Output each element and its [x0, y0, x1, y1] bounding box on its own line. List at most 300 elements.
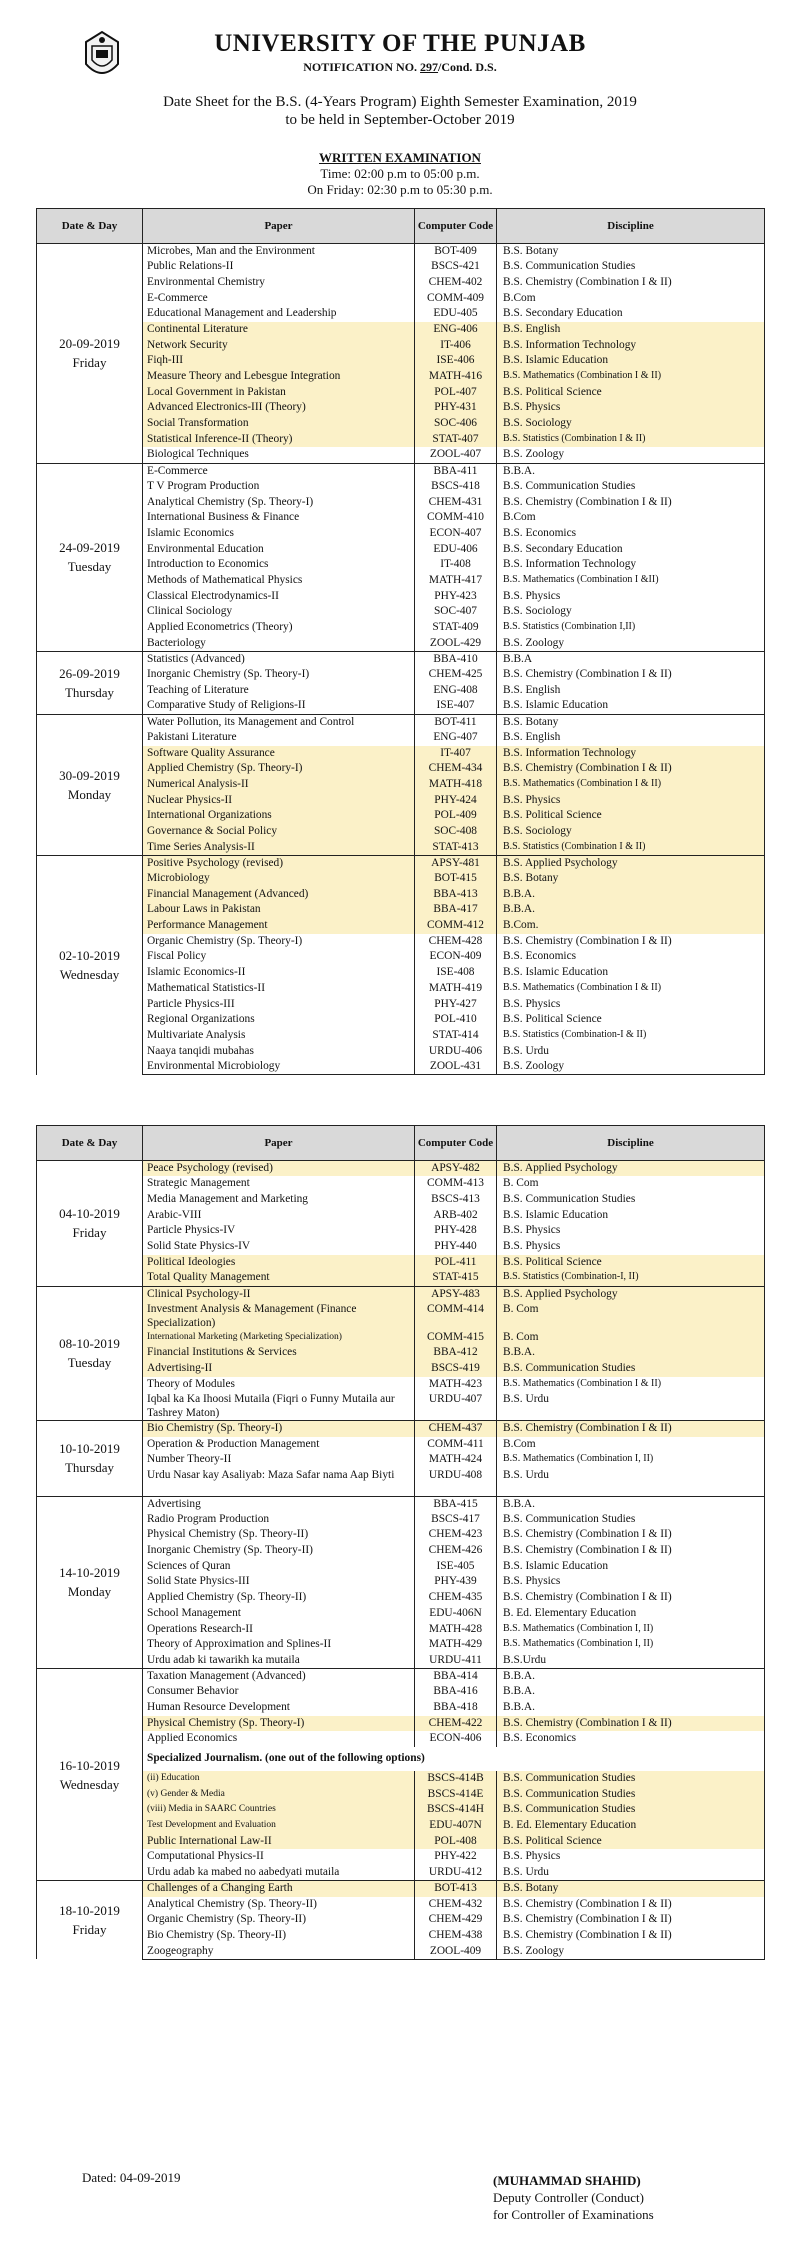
table-row: [37, 840, 765, 856]
discipline-cell: B.S. Physics: [497, 997, 765, 1013]
discipline-cell: B.S. Sociology: [497, 824, 765, 840]
header-row: [37, 209, 765, 244]
table-row: [37, 902, 765, 918]
column-header: Computer Code: [415, 1126, 497, 1161]
paper-cell: Network Security: [143, 338, 415, 354]
table-row: [37, 1192, 765, 1208]
table-row: [37, 1161, 765, 1177]
table-row: [37, 997, 765, 1013]
table-row: [37, 1559, 765, 1575]
discipline-cell: B.S. Islamic Education: [497, 353, 765, 369]
signatory-title: Deputy Controller (Conduct): [493, 2190, 644, 2205]
paper-cell: Public Relations-II: [143, 259, 415, 275]
table-row: [37, 1944, 765, 1960]
signature-block: [493, 2172, 654, 2223]
paper-cell: Environmental Chemistry: [143, 275, 415, 291]
discipline-cell: B.B.A.: [497, 887, 765, 903]
paper-cell: Applied Econometrics (Theory): [143, 620, 415, 636]
paper-cell: (v) Gender & Media: [143, 1787, 415, 1803]
header-row: [37, 1126, 765, 1161]
code-cell: EDU-405: [415, 306, 497, 322]
table-row: [37, 871, 765, 887]
subtitle-line-1: Date Sheet for the B.S. (4-Years Program) Eighth Semester Examination, 2019: [163, 94, 637, 110]
table-row: [37, 573, 765, 589]
exam-day: Friday: [72, 355, 107, 371]
paper-cell: Applied Chemistry (Sp. Theory-II): [143, 1590, 415, 1606]
discipline-cell: B.S. Sociology: [497, 416, 765, 432]
discipline-cell: B.S. Applied Psychology: [497, 855, 765, 871]
table-row: [37, 1543, 765, 1559]
paper-cell: Bio Chemistry (Sp. Theory-II): [143, 1928, 415, 1944]
code-cell: POL-408: [415, 1834, 497, 1850]
column-header: Discipline: [497, 1126, 765, 1161]
paper-cell: Numerical Analysis-II: [143, 777, 415, 793]
code-cell: CHEM-426: [415, 1543, 497, 1559]
date-day-cell: [37, 1669, 143, 1881]
discipline-cell: B.S. Islamic Education: [497, 1208, 765, 1224]
paper-cell: T V Program Production: [143, 479, 415, 495]
code-cell: CHEM-423: [415, 1527, 497, 1543]
exam-day: Thursday: [64, 684, 115, 700]
date-sheet-table-1: [36, 208, 765, 1075]
discipline-cell: B.S. Mathematics (Combination I & II): [497, 369, 765, 385]
code-cell: BOT-409: [415, 244, 497, 260]
paper-cell: Analytical Chemistry (Sp. Theory-I): [143, 495, 415, 511]
table-row: [37, 1834, 765, 1850]
paper-cell: Islamic Economics-II: [143, 965, 415, 981]
paper-cell: Urdu Nasar kay Asaliyab: Maza Safar nama Aap Biyti: [143, 1468, 415, 1496]
discipline-cell: B.S. Chemistry (Combination I & II): [497, 1527, 765, 1543]
code-cell: STAT-407: [415, 432, 497, 448]
discipline-cell: B.S. Urdu: [497, 1392, 765, 1421]
written-exam-heading: WRITTEN EXAMINATION: [319, 150, 481, 165]
code-cell: ENG-406: [415, 322, 497, 338]
code-cell: MATH-416: [415, 369, 497, 385]
table-row: [37, 306, 765, 322]
paper-cell: Advertising: [143, 1496, 415, 1512]
table-row: [37, 1255, 765, 1271]
code-cell: EDU-407N: [415, 1818, 497, 1834]
discipline-cell: B.B.A.: [497, 1684, 765, 1700]
discipline-cell: B.S. Mathematics (Combination I, II): [497, 1637, 765, 1653]
discipline-cell: B.S. Physics: [497, 793, 765, 809]
exam-day: Monday: [67, 786, 112, 802]
paper-cell: Mathematical Statistics-II: [143, 981, 415, 997]
table-row: [37, 1223, 765, 1239]
code-cell: APSY-483: [415, 1286, 497, 1302]
paper-cell: Inorganic Chemistry (Sp. Theory-II): [143, 1543, 415, 1559]
table-row: [37, 542, 765, 558]
discipline-cell: B.S. Chemistry (Combination I & II): [497, 1421, 765, 1437]
code-cell: BBA-413: [415, 887, 497, 903]
table-row: [37, 1377, 765, 1393]
table-row: [37, 291, 765, 307]
code-cell: ISE-408: [415, 965, 497, 981]
paper-cell: Microbes, Man and the Environment: [143, 244, 415, 260]
discipline-cell: B.Com: [497, 510, 765, 526]
code-cell: ARB-402: [415, 1208, 497, 1224]
code-cell: BSCS-419: [415, 1361, 497, 1377]
paper-cell: Labour Laws in Pakistan: [143, 902, 415, 918]
paper-cell: Clinical Psychology-II: [143, 1286, 415, 1302]
code-cell: MATH-429: [415, 1637, 497, 1653]
paper-cell: Financial Institutions & Services: [143, 1345, 415, 1361]
code-cell: BBA-415: [415, 1496, 497, 1512]
discipline-cell: B.S. Economics: [497, 1731, 765, 1747]
code-cell: STAT-415: [415, 1270, 497, 1286]
date-day-cell: [37, 1286, 143, 1421]
table-row: [37, 353, 765, 369]
discipline-cell: B.S. Communication Studies: [497, 1512, 765, 1528]
paper-cell: Inorganic Chemistry (Sp. Theory-I): [143, 667, 415, 683]
discipline-cell: B. Ed. Elementary Education: [497, 1606, 765, 1622]
table-row: [37, 620, 765, 636]
paper-cell: Fiqh-III: [143, 353, 415, 369]
table-row: [37, 855, 765, 871]
code-cell: BSCS-414E: [415, 1787, 497, 1803]
table-row: [37, 244, 765, 260]
paper-cell: Physical Chemistry (Sp. Theory-II): [143, 1527, 415, 1543]
paper-cell: Fiscal Policy: [143, 949, 415, 965]
discipline-cell: B.S. Chemistry (Combination I & II): [497, 275, 765, 291]
discipline-cell: B.S. Applied Psychology: [497, 1161, 765, 1177]
discipline-cell: B.B.A.: [497, 463, 765, 479]
table-row: [37, 1669, 765, 1685]
discipline-cell: B.S. Communication Studies: [497, 479, 765, 495]
table-row: [37, 495, 765, 511]
paper-cell: Strategic Management: [143, 1176, 415, 1192]
discipline-cell: B.S. Information Technology: [497, 746, 765, 762]
exam-date: 30-09-2019: [59, 767, 120, 783]
column-header: Date & Day: [37, 209, 143, 244]
discipline-cell: B.S. Chemistry (Combination I & II): [497, 1928, 765, 1944]
table-row: [37, 636, 765, 652]
table-row: [37, 808, 765, 824]
paper-cell: International Organizations: [143, 808, 415, 824]
code-cell: PHY-424: [415, 793, 497, 809]
paper-cell: Advertising-II: [143, 1361, 415, 1377]
discipline-cell: B.S. Mathematics (Combination I, II): [497, 1622, 765, 1638]
discipline-cell: B.S. English: [497, 322, 765, 338]
table-row: [37, 275, 765, 291]
table-row: [37, 1012, 765, 1028]
exam-day: Tuesday: [67, 559, 112, 575]
code-cell: COMM-412: [415, 918, 497, 934]
code-cell: STAT-413: [415, 840, 497, 856]
discipline-cell: B.S. Urdu: [497, 1044, 765, 1060]
code-cell: STAT-409: [415, 620, 497, 636]
paper-cell: Solid State Physics-IV: [143, 1239, 415, 1255]
code-cell: PHY-423: [415, 589, 497, 605]
paper-cell: Particle Physics-III: [143, 997, 415, 1013]
paper-cell: Peace Psychology (revised): [143, 1161, 415, 1177]
table-row: [37, 369, 765, 385]
column-header: Discipline: [497, 209, 765, 244]
paper-cell: Environmental Education: [143, 542, 415, 558]
discipline-cell: B.S. Chemistry (Combination I & II): [497, 1897, 765, 1913]
code-cell: ECON-407: [415, 526, 497, 542]
paper-cell: Governance & Social Policy: [143, 824, 415, 840]
table-row: [37, 1452, 765, 1468]
date-day-cell: [37, 1421, 143, 1496]
code-cell: BBA-418: [415, 1700, 497, 1716]
code-cell: BOT-411: [415, 714, 497, 730]
code-cell: BSCS-417: [415, 1512, 497, 1528]
code-cell: EDU-406N: [415, 1606, 497, 1622]
code-cell: ZOOL-407: [415, 447, 497, 463]
table-row: [37, 463, 765, 479]
table-row: [37, 1731, 765, 1747]
discipline-cell: B.S. Islamic Education: [497, 965, 765, 981]
table-row: [37, 1208, 765, 1224]
exam-date: 14-10-2019: [59, 1565, 120, 1581]
code-cell: POL-410: [415, 1012, 497, 1028]
paper-cell: Measure Theory and Lebesgue Integration: [143, 369, 415, 385]
code-cell: IT-407: [415, 746, 497, 762]
discipline-cell: B.B.A: [497, 651, 765, 667]
paper-cell: Theory of Modules: [143, 1377, 415, 1393]
date-day-cell: [37, 463, 143, 651]
paper-cell: Consumer Behavior: [143, 1684, 415, 1700]
paper-cell: Applied Chemistry (Sp. Theory-I): [143, 761, 415, 777]
code-cell: ZOOL-431: [415, 1059, 497, 1075]
code-cell: APSY-481: [415, 855, 497, 871]
table-row: [37, 526, 765, 542]
paper-cell: Taxation Management (Advanced): [143, 1669, 415, 1685]
table-row: [37, 1684, 765, 1700]
table-row: [37, 1653, 765, 1669]
discipline-cell: B.S. Chemistry (Combination I & II): [497, 1590, 765, 1606]
exam-date: 04-10-2019: [59, 1206, 120, 1222]
code-cell: URDU-408: [415, 1468, 497, 1496]
paper-cell: Pakistani Literature: [143, 730, 415, 746]
paper-cell: Urdu adab ki tawarikh ka mutaila: [143, 1653, 415, 1669]
discipline-cell: B.S. Physics: [497, 400, 765, 416]
date-day-cell: [37, 855, 143, 1075]
table-row: [37, 400, 765, 416]
table-row: [37, 793, 765, 809]
paper-cell: Multivariate Analysis: [143, 1028, 415, 1044]
discipline-cell: B.S. Economics: [497, 526, 765, 542]
paper-cell: (viii) Media in SAARC Countries: [143, 1802, 415, 1818]
table-row: [37, 1700, 765, 1716]
exam-date: 24-09-2019: [59, 540, 120, 556]
discipline-cell: B.S. Chemistry (Combination I & II): [497, 761, 765, 777]
code-cell: URDU-412: [415, 1865, 497, 1881]
discipline-cell: B.S. Botany: [497, 871, 765, 887]
code-cell: ISE-406: [415, 353, 497, 369]
discipline-cell: B.S. Mathematics (Combination I & II): [497, 1377, 765, 1393]
exam-date: 10-10-2019: [59, 1441, 120, 1457]
table-row: [37, 746, 765, 762]
paper-cell: Iqbal ka Ka Ihoosi Mutaila (Fiqri o Funny Mutaila aur Tashrey Maton): [143, 1392, 415, 1421]
table-row: [37, 965, 765, 981]
code-cell: CHEM-431: [415, 495, 497, 511]
discipline-cell: B.S. Political Science: [497, 1012, 765, 1028]
code-cell: BSCS-413: [415, 1192, 497, 1208]
date-day-cell: [37, 651, 143, 714]
table-row: [37, 1330, 765, 1346]
code-cell: CHEM-438: [415, 1928, 497, 1944]
paper-cell: Financial Management (Advanced): [143, 887, 415, 903]
code-cell: PHY-440: [415, 1239, 497, 1255]
code-cell: ECON-409: [415, 949, 497, 965]
code-cell: URDU-411: [415, 1653, 497, 1669]
discipline-cell: B.S. Zoology: [497, 1944, 765, 1960]
paper-cell: Advanced Electronics-III (Theory): [143, 400, 415, 416]
paper-cell: Analytical Chemistry (Sp. Theory-II): [143, 1897, 415, 1913]
discipline-cell: B.S. Physics: [497, 589, 765, 605]
table-row: [37, 981, 765, 997]
discipline-cell: B.S. Physics: [497, 1223, 765, 1239]
discipline-cell: B.S. Mathematics (Combination I, II): [497, 1452, 765, 1468]
paper-cell: Public International Law-II: [143, 1834, 415, 1850]
paper-cell: Operation & Production Management: [143, 1437, 415, 1453]
date-day-cell: [37, 1881, 143, 1959]
paper-cell: Methods of Mathematical Physics: [143, 573, 415, 589]
paper-cell: Solid State Physics-III: [143, 1574, 415, 1590]
discipline-cell: B.S. Physics: [497, 1239, 765, 1255]
discipline-cell: B.S. Communication Studies: [497, 1192, 765, 1208]
discipline-cell: B.S. Communication Studies: [497, 1802, 765, 1818]
paper-cell: Environmental Microbiology: [143, 1059, 415, 1075]
discipline-cell: B.S. Chemistry (Combination I & II): [497, 1912, 765, 1928]
discipline-cell: B.S. Applied Psychology: [497, 1286, 765, 1302]
code-cell: POL-407: [415, 385, 497, 401]
code-cell: BBA-411: [415, 463, 497, 479]
code-cell: SOC-408: [415, 824, 497, 840]
table-row: [37, 1881, 765, 1897]
table-row: [37, 1302, 765, 1330]
table-row: [37, 1286, 765, 1302]
table-row: [37, 1421, 765, 1437]
exam-date: 20-09-2019: [59, 336, 120, 352]
discipline-cell: B.S. Physics: [497, 1849, 765, 1865]
code-cell: ZOOL-429: [415, 636, 497, 652]
code-cell: URDU-407: [415, 1392, 497, 1421]
code-cell: CHEM-432: [415, 1897, 497, 1913]
code-cell: BBA-417: [415, 902, 497, 918]
paper-cell: Challenges of a Changing Earth: [143, 1881, 415, 1897]
paper-cell: Operations Research-II: [143, 1622, 415, 1638]
discipline-cell: B.S. Botany: [497, 714, 765, 730]
table-row: [37, 557, 765, 573]
code-cell: BSCS-418: [415, 479, 497, 495]
discipline-cell: B.Com: [497, 1437, 765, 1453]
paper-cell: Social Transformation: [143, 416, 415, 432]
code-cell: CHEM-435: [415, 1590, 497, 1606]
paper-cell: Statistics (Advanced): [143, 651, 415, 667]
dated-line: Dated: 04-09-2019: [82, 2170, 181, 2185]
discipline-cell: B.S. Communication Studies: [497, 1361, 765, 1377]
discipline-cell: B.S. Botany: [497, 244, 765, 260]
table-row: [37, 1512, 765, 1528]
discipline-cell: B.B.A.: [497, 1669, 765, 1685]
table-row: [37, 714, 765, 730]
code-cell: CHEM-425: [415, 667, 497, 683]
table-row: [37, 949, 765, 965]
table-row: [37, 1771, 765, 1787]
paper-cell: Political Ideologies: [143, 1255, 415, 1271]
subtitle-line-2: to be held in September-October 2019: [285, 112, 515, 128]
table-row: [37, 479, 765, 495]
paper-cell: (ii) Education: [143, 1771, 415, 1787]
paper-cell: Time Series Analysis-II: [143, 840, 415, 856]
code-cell: URDU-406: [415, 1044, 497, 1060]
discipline-cell: B.S. Islamic Education: [497, 1559, 765, 1575]
discipline-cell: B.B.A.: [497, 902, 765, 918]
exam-day: Wednesday: [59, 1776, 120, 1792]
code-cell: EDU-406: [415, 542, 497, 558]
discipline-cell: B.S. Chemistry (Combination I & II): [497, 1543, 765, 1559]
discipline-cell: B.S. Statistics (Combination I & II): [497, 432, 765, 448]
discipline-cell: B.Com.: [497, 918, 765, 934]
code-cell: ENG-407: [415, 730, 497, 746]
discipline-cell: B.S. Chemistry (Combination I & II): [497, 495, 765, 511]
code-cell: COMM-414: [415, 1302, 497, 1330]
discipline-cell: B.S. Communication Studies: [497, 259, 765, 275]
code-cell: ZOOL-409: [415, 1944, 497, 1960]
paper-cell: Bacteriology: [143, 636, 415, 652]
code-cell: STAT-414: [415, 1028, 497, 1044]
table-row: [37, 824, 765, 840]
table-row: [37, 1059, 765, 1075]
paper-cell: Physical Chemistry (Sp. Theory-I): [143, 1716, 415, 1732]
table-row: [37, 934, 765, 950]
document-header: [0, 0, 800, 205]
paper-cell: Continental Literature: [143, 322, 415, 338]
discipline-cell: B.S. Zoology: [497, 447, 765, 463]
discipline-cell: B.S. Political Science: [497, 1834, 765, 1850]
paper-cell: Media Management and Marketing: [143, 1192, 415, 1208]
code-cell: CHEM-428: [415, 934, 497, 950]
notification-number: NOTIFICATION NO. 297/Cond. D.S.: [303, 60, 497, 74]
code-cell: BOT-415: [415, 871, 497, 887]
discipline-cell: B.S. Urdu: [497, 1468, 765, 1496]
date-day-cell: [37, 244, 143, 464]
code-cell: POL-411: [415, 1255, 497, 1271]
table-row: [37, 589, 765, 605]
table-row: [37, 322, 765, 338]
discipline-cell: B.B.A.: [497, 1345, 765, 1361]
table-row: [37, 1239, 765, 1255]
discipline-cell: B. Com: [497, 1330, 765, 1346]
exam-date: 08-10-2019: [59, 1336, 120, 1352]
paper-cell: Software Quality Assurance: [143, 746, 415, 762]
paper-cell: Arabic-VIII: [143, 1208, 415, 1224]
table-row: [37, 432, 765, 448]
discipline-cell: B.S. Zoology: [497, 636, 765, 652]
table-row: [37, 1787, 765, 1803]
paper-cell: Local Government in Pakistan: [143, 385, 415, 401]
discipline-cell: B.S. Islamic Education: [497, 698, 765, 714]
code-cell: BOT-413: [415, 1881, 497, 1897]
discipline-cell: B.S. Statistics (Combination-I & II): [497, 1028, 765, 1044]
table-row: [37, 1496, 765, 1512]
table-row: [37, 1527, 765, 1543]
discipline-cell: B. Com: [497, 1176, 765, 1192]
date-sheet-table-2: [36, 1125, 765, 1960]
code-cell: BBA-416: [415, 1684, 497, 1700]
discipline-cell: B.S. Economics: [497, 949, 765, 965]
discipline-cell: B.S. Botany: [497, 1881, 765, 1897]
code-cell: COMM-413: [415, 1176, 497, 1192]
exam-day: Thursday: [64, 1460, 115, 1476]
discipline-cell: B.S. Mathematics (Combination I &II): [497, 573, 765, 589]
paper-cell: Test Development and Evaluation: [143, 1818, 415, 1834]
code-cell: PHY-422: [415, 1849, 497, 1865]
discipline-cell: B.S. Sociology: [497, 604, 765, 620]
